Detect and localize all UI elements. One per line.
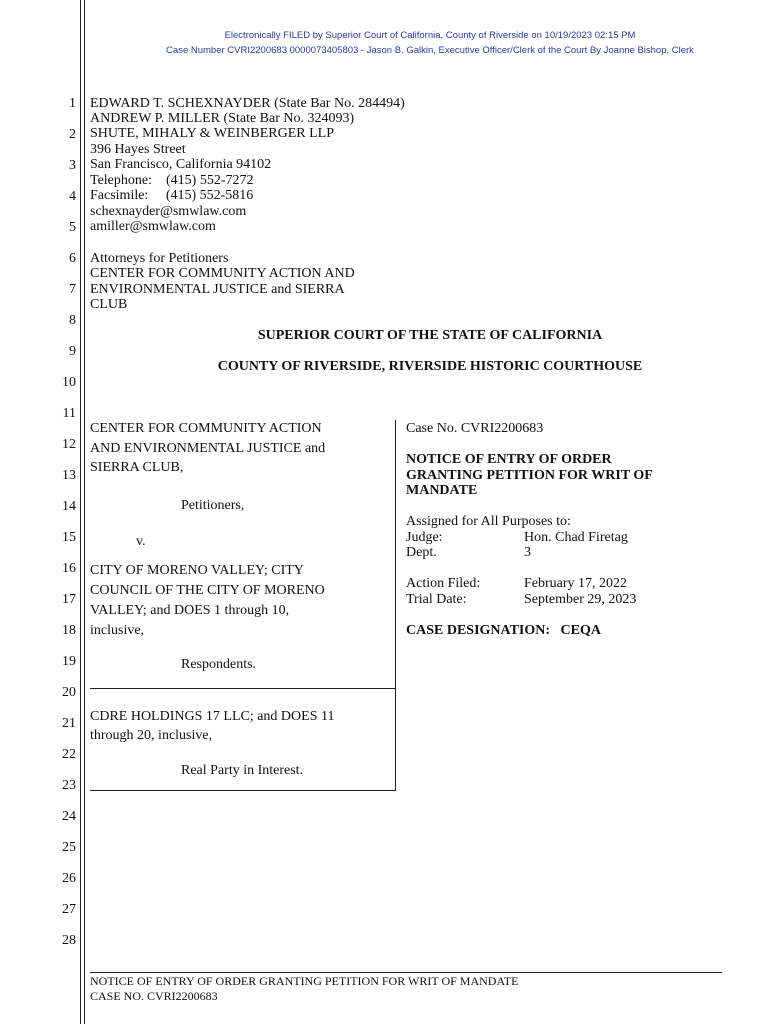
footer-case-number: CASE NO. CVRI2200683	[90, 989, 218, 1003]
filing-stamp-line-1: Electronically FILED by Superior Court of California, County of Riverside on 10/19/2023 02:15 PM	[224, 30, 636, 41]
line-number: 14	[62, 499, 76, 514]
line-number: 13	[62, 468, 76, 483]
dept-value: 3	[524, 545, 531, 560]
attorneys-for-line: CENTER FOR COMMUNITY ACTION AND	[90, 266, 355, 281]
attorneys-for-line: Attorneys for Petitioners	[90, 251, 229, 266]
attorneys-for-line: CLUB	[90, 297, 128, 312]
document-title-line: GRANTING PETITION FOR WRIT OF	[406, 468, 653, 483]
line-number: 21	[62, 716, 76, 731]
line-number: 16	[62, 561, 76, 576]
line-number: 19	[62, 654, 76, 669]
trial-date-label: Trial Date:	[406, 592, 467, 607]
judge-value: Hon. Chad Firetag	[524, 530, 628, 545]
line-number: 22	[62, 747, 76, 762]
line-number: 17	[62, 592, 76, 607]
attorney-line: EDWARD T. SCHEXNAYDER (State Bar No. 284494)	[90, 96, 405, 111]
line-number: 4	[69, 189, 76, 204]
line-number: 8	[69, 313, 76, 328]
line-number: 12	[62, 437, 76, 452]
line-number: 11	[62, 406, 76, 421]
line-number: 26	[62, 871, 76, 886]
line-number: 7	[69, 282, 76, 297]
line-number: 10	[62, 375, 76, 390]
real-party-label: Real Party in Interest.	[181, 763, 304, 778]
caption-vertical-rule	[395, 420, 396, 791]
left-margin-line-outer	[80, 0, 81, 1024]
line-number: 18	[62, 623, 76, 638]
trial-date-value: September 29, 2023	[524, 592, 637, 607]
case-number: Case No. CVRI2200683	[406, 421, 544, 436]
attorneys-for-line: ENVIRONMENTAL JUSTICE and SIERRA	[90, 282, 345, 297]
judge-label: Judge:	[406, 530, 443, 545]
respondents-line: inclusive,	[90, 623, 145, 638]
document-title-line: NOTICE OF ENTRY OF ORDER	[406, 452, 612, 467]
line-number: 24	[62, 809, 76, 824]
respondents-line: COUNCIL OF THE CITY OF MORENO	[90, 583, 325, 598]
line-number: 5	[69, 220, 76, 235]
line-number: 2	[69, 127, 76, 142]
line-number: 23	[62, 778, 76, 793]
footer-title: NOTICE OF ENTRY OF ORDER GRANTING PETITION FOR WRIT OF MANDATE	[90, 974, 519, 988]
caption-divider	[90, 688, 395, 689]
attorney-line: 396 Hayes Street	[90, 142, 186, 157]
attorney-line: San Francisco, California 94102	[90, 157, 272, 172]
attorney-line: ANDREW P. MILLER (State Bar No. 324093)	[90, 111, 355, 126]
petitioners-line: SIERRA CLUB,	[90, 460, 184, 475]
attorney-line: SHUTE, MIHALY & WEINBERGER LLP	[90, 126, 334, 141]
line-number: 3	[69, 158, 76, 173]
attorney-line: Facsimile: (415) 552-5816	[90, 188, 254, 203]
line-number: 20	[62, 685, 76, 700]
respondents-label: Respondents.	[181, 657, 257, 672]
respondents-line: CITY OF MORENO VALLEY; CITY	[90, 563, 304, 578]
court-county: COUNTY OF RIVERSIDE, RIVERSIDE HISTORIC COURTHOUSE	[217, 359, 643, 374]
real-party-line: through 20, inclusive,	[90, 728, 213, 743]
line-number: 27	[62, 902, 76, 917]
line-number: 28	[62, 933, 76, 948]
left-margin-line-inner	[84, 0, 85, 1024]
action-filed-label: Action Filed:	[406, 576, 481, 591]
versus-label: v.	[136, 534, 146, 549]
assigned-label: Assigned for All Purposes to:	[406, 514, 571, 529]
real-party-line: CDRE HOLDINGS 17 LLC; and DOES 11	[90, 709, 335, 724]
respondents-line: VALLEY; and DOES 1 through 10,	[90, 603, 290, 618]
attorney-line: amiller@smwlaw.com	[90, 219, 216, 234]
attorney-line: schexnayder@smwlaw.com	[90, 204, 247, 219]
petitioners-label: Petitioners,	[181, 498, 245, 513]
petitioners-line: CENTER FOR COMMUNITY ACTION	[90, 421, 322, 436]
line-number: 9	[69, 344, 76, 359]
footer-rule	[90, 972, 722, 973]
court-title: SUPERIOR COURT OF THE STATE OF CALIFORNIA	[257, 328, 603, 343]
document-title-line: MANDATE	[406, 483, 478, 498]
case-designation: CASE DESIGNATION: CEQA	[406, 623, 601, 638]
attorney-line: Telephone: (415) 552-7272	[90, 173, 254, 188]
dept-label: Dept.	[406, 545, 437, 560]
line-number: 15	[62, 530, 76, 545]
line-number: 1	[69, 96, 76, 111]
line-number: 25	[62, 840, 76, 855]
petitioners-line: AND ENVIRONMENTAL JUSTICE and	[90, 441, 326, 456]
line-number: 6	[69, 251, 76, 266]
caption-bottom-rule	[90, 790, 395, 791]
filing-stamp-line-2: Case Number CVRI2200683 0000073405803 - Jason B. Galkin, Executive Officer/Clerk of the Court By Joanne Bishop, Clerk	[166, 45, 694, 56]
action-filed-value: February 17, 2022	[524, 576, 628, 591]
